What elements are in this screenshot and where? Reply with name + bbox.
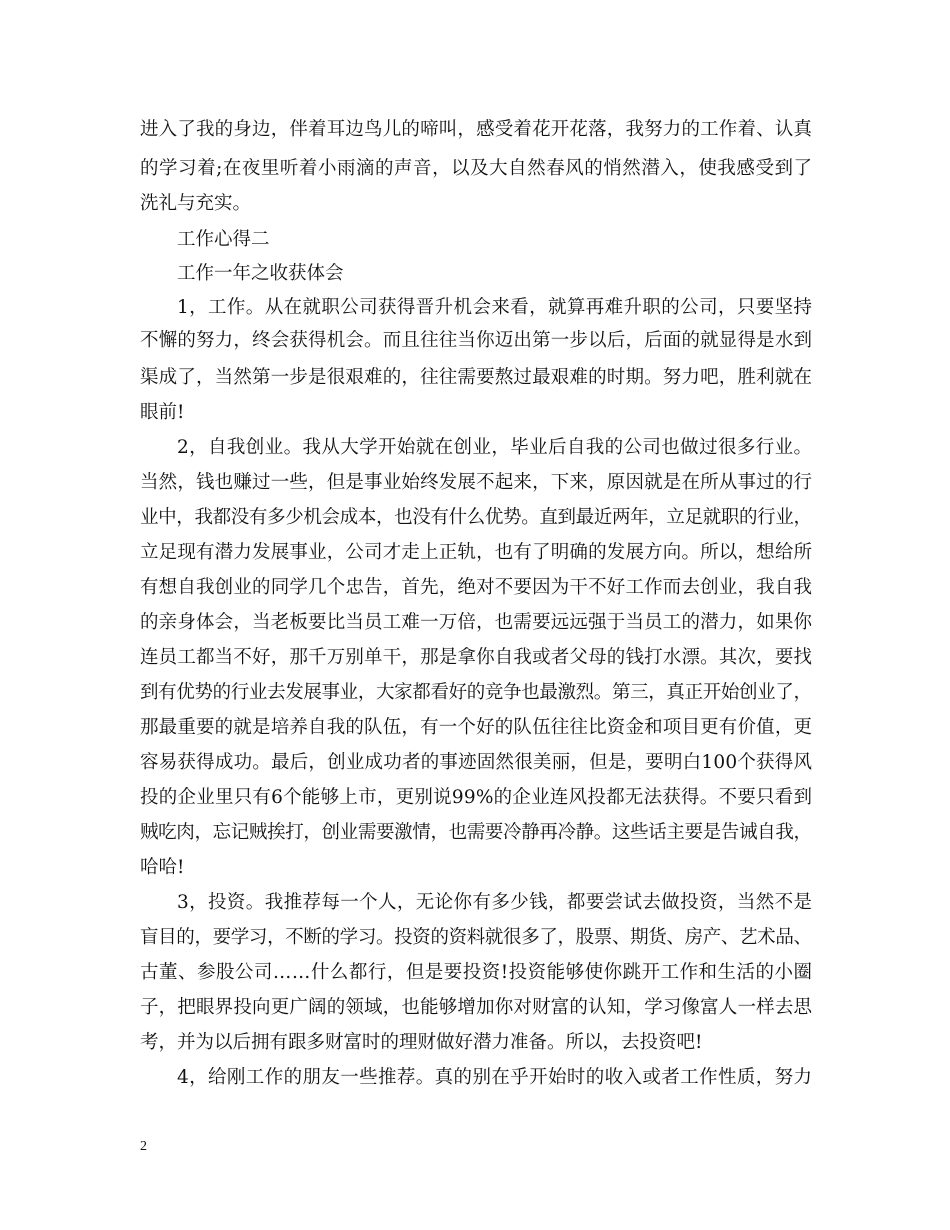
line-text: 连员工都当不好，那千万别单干，那是拿你自我或者父母的钱打水漂。其次，要找 [140, 647, 813, 668]
line-text: 4，给刚工作的朋友一些推荐。真的别在乎开始时的收入或者工作性质，努力 [177, 1067, 813, 1088]
text-line [0, 818, 950, 848]
text-line [0, 538, 950, 568]
text-line [0, 398, 950, 428]
text-line [0, 293, 950, 323]
text-line [0, 326, 950, 356]
text-line [0, 154, 950, 184]
text-line [0, 363, 950, 393]
line-text: 渠成了，当然第一步是很艰难的，往往需要熬过最艰难的时期。努力吧，胜利就在 [140, 367, 813, 388]
line-text: 投的企业里只有6个能够上市，更别说99%的企业连风投都无法获得。不要只看到 [140, 787, 813, 808]
line-text: 哈哈! [140, 857, 185, 878]
text-line [0, 993, 950, 1023]
text-line [0, 189, 950, 219]
text-line [0, 433, 950, 463]
line-text: 盲目的，要学习，不断的学习。投资的资料就很多了，股票、期货、房产、艺术品、 [140, 927, 812, 948]
text-line [0, 573, 950, 603]
line-text: 的学习着;在夜里听着小雨滴的声音，以及大自然春风的悄然潜入，使我感受到了 [140, 158, 813, 179]
text-line [0, 888, 950, 918]
text-line [0, 678, 950, 708]
line-text: 进入了我的身边，伴着耳边鸟儿的啼叫，感受着花开花落，我努力的工作着、认真 [140, 119, 813, 140]
text-line [0, 503, 950, 533]
line-text: 古董、参股公司……什么都行，但是要投资!投资能够使你跳开工作和生活的小圈 [140, 962, 813, 983]
text-line [0, 783, 950, 813]
section-subheading: 工作一年之收获体会 [177, 263, 344, 284]
line-text: 那最重要的就是培养自我的队伍，有一个好的队伍往往比资金和项目更有价值，更 [140, 717, 813, 738]
line-text: 容易获得成功。最后，创业成功者的事迹固然很美丽，但是，要明白100个获得风 [140, 752, 813, 773]
page-number: 2 [140, 1139, 147, 1154]
section-heading-line [0, 225, 950, 255]
section-subheading-line [0, 259, 950, 289]
text-line [0, 853, 950, 883]
line-text: 有想自我创业的同学几个忠告，首先，绝对不要因为干不好工作而去创业，我自我 [140, 577, 813, 598]
line-text: 到有优势的行业去发展事业，大家都看好的竞争也最激烈。第三，真正开始创业了， [140, 682, 812, 703]
line-text: 1，工作。从在就职公司获得晋升机会来看，就算再难升职的公司，只要坚持 [177, 297, 813, 318]
line-text: 立足现有潜力发展事业，公司才走上正轨，也有了明确的发展方向。所以，想给所 [140, 542, 813, 563]
text-line [0, 1063, 950, 1093]
line-text: 的亲身体会，当老板要比当员工难一万倍，也需要远远强于当员工的潜力，如果你 [140, 612, 813, 633]
text-line [0, 115, 950, 145]
text-line [0, 958, 950, 988]
text-line [0, 643, 950, 673]
text-line [0, 713, 950, 743]
line-text: 不懈的努力，终会获得机会。而且往往当你迈出第一步以后，后面的就显得是水到 [140, 330, 813, 351]
text-line [0, 608, 950, 638]
line-text: 贼吃肉，忘记贼挨打，创业需要激情，也需要冷静再冷静。这些话主要是告诫自我， [140, 822, 812, 843]
line-text: 子，把眼界投向更广阔的领域，也能够增加你对财富的认知，学习像富人一样去思 [140, 997, 813, 1018]
line-text: 当然，钱也赚过一些，但是事业始终发展不起来，下来，原因就是在所从事过的行 [140, 472, 813, 493]
line-text: 眼前! [140, 402, 185, 423]
text-line [0, 748, 950, 778]
line-text: 2，自我创业。我从大学开始就在创业，毕业后自我的公司也做过很多行业。 [177, 437, 813, 458]
line-text: 考，并为以后拥有跟多财富时的理财做好潜力准备。所以，去投资吧! [140, 1032, 703, 1053]
text-line [0, 923, 950, 953]
text-line [0, 1028, 950, 1058]
line-text: 3，投资。我推荐每一个人，无论你有多少钱，都要尝试去做投资，当然不是 [177, 892, 813, 913]
section-heading: 工作心得二 [177, 229, 270, 250]
line-text: 洗礼与充实。 [140, 193, 252, 214]
line-text: 业中，我都没有多少机会成本，也没有什么优势。直到最近两年，立足就职的行业， [140, 507, 812, 528]
text-line [0, 468, 950, 498]
